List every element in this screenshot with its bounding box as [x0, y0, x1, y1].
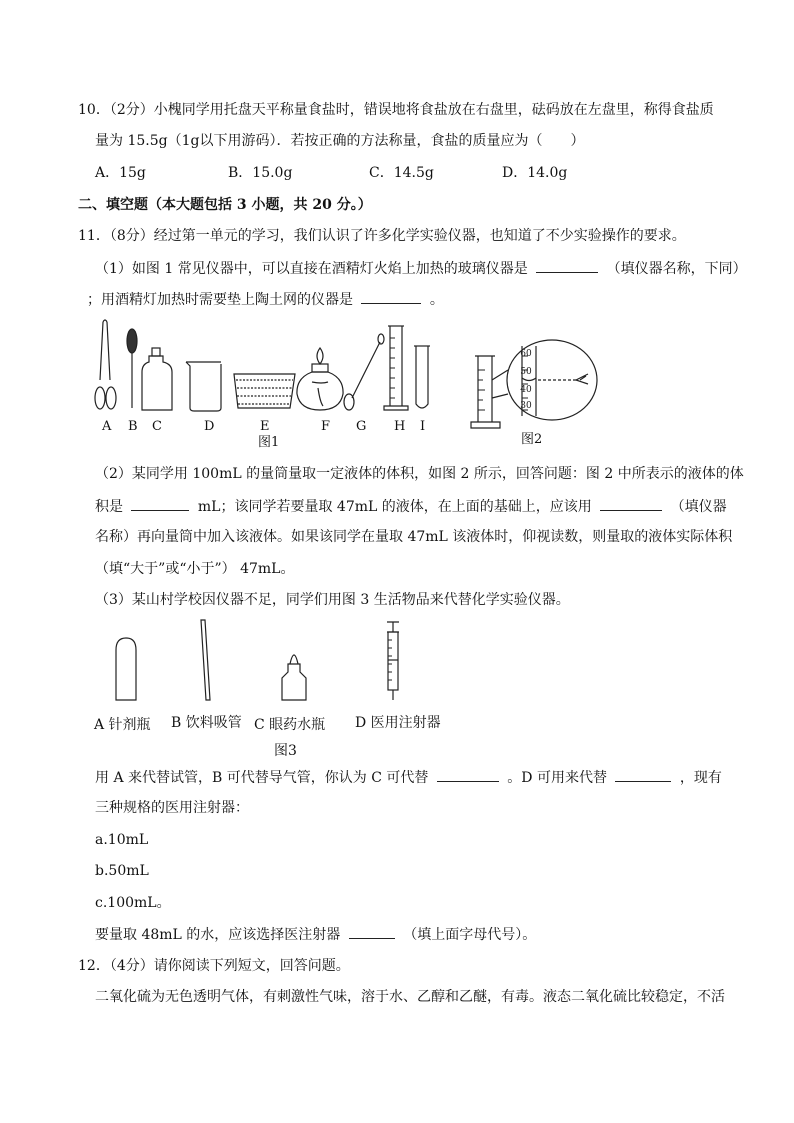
wide-mouth-bottle-icon [142, 348, 172, 410]
fig3-item-c: C 眼药水瓶 [254, 717, 326, 733]
graduated-cylinder-icon [384, 326, 408, 410]
q10-option-a: A．15g [95, 165, 146, 181]
eye-drop-bottle-icon [282, 655, 306, 700]
fig1-label-f: F [321, 419, 331, 434]
q11-part3-text-b: 。D 可用来代替 [507, 770, 607, 786]
fig1-label-a: A [102, 419, 112, 434]
q11-part3-line1: （3）某山村学校因仪器不足，同学们用图 3 生活物品来代替化学实验仪器。 [95, 592, 570, 608]
q10-stem-line2: 量为 15.5g（1g以下用游码）．若按正确的方法称量，食盐的质量应为（ ） [95, 133, 585, 149]
q11-stem: 11．（8分）经过第一单元的学习，我们认识了许多化学实验仪器，也知道了不少实验操作的要求。 [78, 228, 686, 244]
figure-1-apparatus [90, 318, 450, 416]
test-tube-brush-icon [127, 329, 137, 408]
q11-part2-text-a: 积是 [95, 499, 123, 515]
q12-stem: 12．（4分）请你阅读下列短文，回答问题。 [78, 958, 350, 974]
q11-part3-text-e: （填上面字母代号）。 [403, 927, 537, 943]
q11-part3-line2 [95, 767, 722, 788]
beaker-icon [186, 362, 221, 411]
crucible-tongs-icon [95, 320, 116, 409]
q12-paragraph: 二氧化硫为无色透明气体，有刺激性气味，溶于水、乙醇和乙醚，有毒。液态二氧化硫比较稳定，不活 [95, 989, 725, 1005]
q11-part1-text-b: （填仪器名称，下同） [606, 261, 747, 277]
fig2-scale-50: 50 [520, 367, 532, 377]
fig2-scale-60: 60 [520, 349, 532, 359]
q11-part2-text-b: mL；该同学若要量取 47mL 的液体，在上面的基础上，应该用 [197, 499, 592, 515]
fig1-label-g: G [356, 419, 367, 434]
answer-blank-instrument[interactable] [600, 496, 662, 511]
syringe-icon [387, 622, 399, 700]
fig1-label-d: D [204, 419, 215, 434]
fig3-item-b: B 饮料吸管 [171, 715, 242, 731]
test-tube-icon [414, 346, 430, 408]
water-trough-icon [234, 374, 295, 408]
answer-blank-substitute-c[interactable] [437, 767, 499, 782]
fig1-label-c: C [152, 419, 162, 434]
syringe-option-b: b.50mL [95, 863, 149, 879]
answer-blank-syringe[interactable] [349, 924, 395, 939]
q11-part2-text-c: （填仪器 [670, 499, 727, 515]
fig2-caption: 图2 [521, 432, 543, 447]
q11-part2-line2 [95, 496, 727, 517]
q11-part2-line1: （2）某同学用 100mL 的量筒量取一定液体的体积，如图 2 所示，回答问题：图 2 中所表示的液体的体 [95, 466, 744, 482]
syringe-option-a: a.10mL [95, 832, 149, 848]
answer-blank-glass-heat[interactable] [536, 258, 598, 273]
figure-3-daily-items [94, 616, 424, 706]
q11-part2-line3: 名称）再向量筒中加入该液体。如果该同学在量取 47mL 该液体时，仰视读数，则量取的液体实际体积 [95, 529, 733, 545]
medicine-spoon-icon [344, 334, 384, 410]
fig3-item-d: D 医用注射器 [355, 715, 441, 731]
fig1-caption: 图1 [258, 435, 280, 450]
q11-part3-text-a: 用 A 来代替试管，B 可代替导气管，你认为 C 可代替 [95, 770, 429, 786]
vial-icon [116, 638, 136, 700]
fig3-caption: 图3 [274, 743, 297, 759]
fig1-label-h: H [394, 419, 406, 434]
q11-part1-text-d: 。 [429, 292, 444, 308]
q11-part3-text-c: ，现有 [679, 770, 722, 786]
fig3-item-a: A 针剂瓶 [94, 717, 151, 733]
fig2-scale-30: 30 [520, 401, 532, 411]
answer-blank-gauze[interactable] [361, 289, 421, 304]
syringe-option-c: c.100mL。 [95, 895, 171, 911]
graduated-cylinder-icon [471, 356, 500, 428]
q11-part1-line1 [95, 258, 747, 279]
q11-part3-line3: 三种规格的医用注射器： [95, 800, 249, 816]
figure-2-cylinder-reading [466, 336, 626, 436]
q10-option-b: B．15.0g [228, 165, 293, 181]
answer-blank-volume[interactable] [131, 496, 189, 511]
q10-option-d: D．14.0g [502, 165, 568, 181]
fig1-label-b: B [128, 419, 138, 434]
alcohol-lamp-icon [297, 348, 343, 410]
q11-part1-line2 [87, 289, 444, 310]
magnified-scale-icon [492, 340, 597, 420]
q11-part2-line4: （填“大于”或“小于”） 47mL。 [95, 561, 295, 577]
fig2-scale-40: 40 [520, 385, 532, 395]
q11-part1-text-a: （1）如图 1 常见仪器中，可以直接在酒精灯火焰上加热的玻璃仪器是 [95, 261, 528, 277]
straw-icon [201, 620, 210, 700]
q11-part3-text-d: 要量取 48mL 的水，应该选择医注射器 [95, 927, 341, 943]
answer-blank-substitute-d[interactable] [615, 767, 671, 782]
fig1-label-i: I [420, 419, 426, 434]
section-title: 二、填空题（本大题包括 3 小题，共 20 分。） [78, 197, 372, 213]
q11-part1-text-c: ；用酒精灯加热时需要垫上陶土网的仪器是 [87, 292, 353, 308]
q10-option-c: C．14.5g [369, 165, 434, 181]
q10-stem-line1: 10．（2分）小槐同学用托盘天平称量食盐时，错误地将食盐放在右盘里，砝码放在左盘里，称得食盐质 [78, 102, 714, 118]
q11-part3-line4 [95, 924, 536, 945]
fig1-label-e: E [260, 419, 270, 434]
